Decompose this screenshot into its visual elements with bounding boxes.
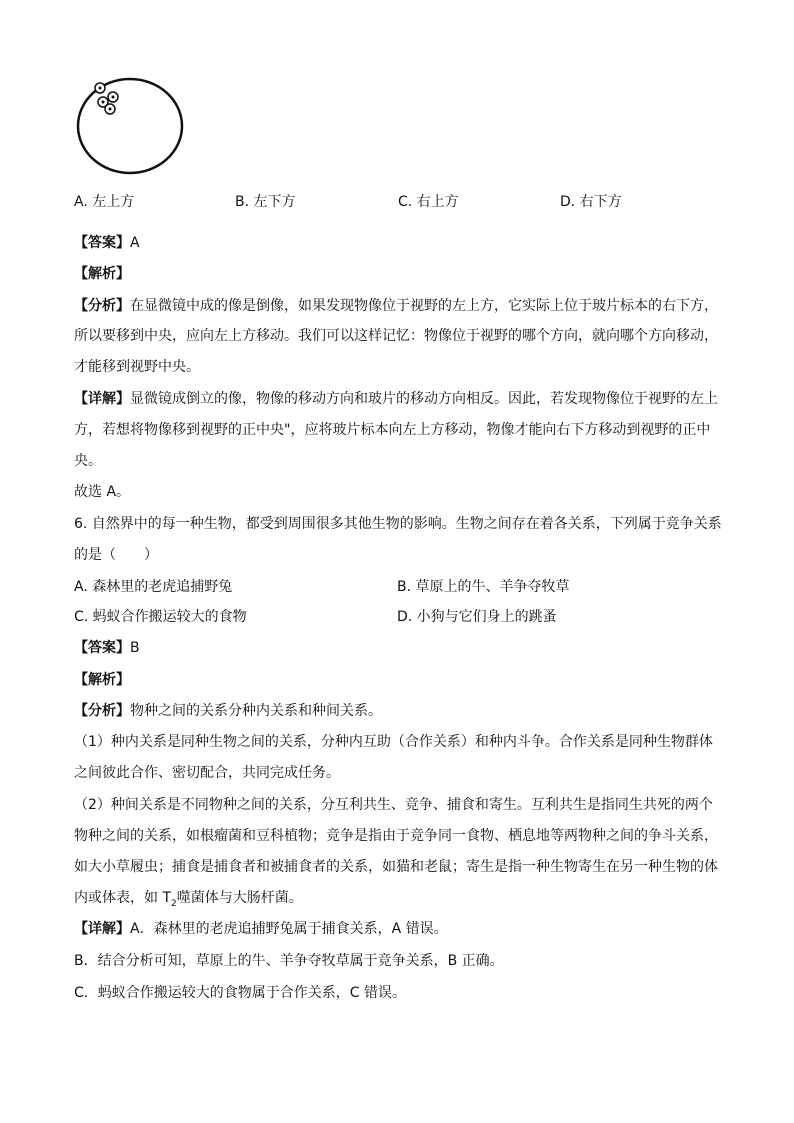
fenxi-line <box>74 701 382 721</box>
answer-line <box>74 233 140 253</box>
fenxi-line <box>74 296 718 316</box>
analysis-heading: 【解析】 <box>74 672 130 688</box>
question-stem: 的是（ ） <box>74 547 158 563</box>
answer-value: B <box>130 640 140 656</box>
fenxi-tag: 【分析】 <box>74 298 130 314</box>
cell-image <box>102 101 105 104</box>
answer-value: A <box>130 235 140 251</box>
cell-image <box>109 108 112 111</box>
microscope-field-figure <box>74 74 186 176</box>
option-d: D. 右下方 <box>560 194 622 210</box>
xiangjie-text: 方，若想将物像移到视野的正中央"，应将玻片标本向左上方移动，物像才能向右下方移动到视野的正中 <box>74 422 711 438</box>
option-a: A. 森林里的老虎追捕野兔 <box>74 579 233 595</box>
xiangjie-text: A．森林里的老虎追捕野兔属于捕食关系，A 错误。 <box>130 921 448 937</box>
paragraph-text: 物种之间的关系，如根瘤菌和豆科植物；竞争是指由于竞争同一食物、栖息地等两物种之间的争斗关系， <box>74 828 718 844</box>
question-stem: 6. 自然界中的每一种生物，都受到周围很多其他生物的影响。生物之间存在着各关系，下列属于竞争关系 <box>74 516 722 532</box>
answer-tag: 【答案】 <box>74 235 130 251</box>
option-a: A. 左上方 <box>74 194 135 210</box>
xiangjie-text: C．蚂蚁合作搬运较大的食物属于合作关系，C 错误。 <box>74 985 406 1001</box>
fenxi-text: 在显微镜中成的像是倒像，如果发现物像位于视野的左上方，它实际上位于玻片标本的右下方， <box>130 298 718 314</box>
xiangjie-tag: 【详解】 <box>74 921 130 937</box>
option-c: C. 蚂蚁合作搬运较大的食物 <box>74 609 247 625</box>
paragraph-text: 如大小草履虫；捕食是捕食者和被捕食者的关系，如猫和老鼠；寄生是指一种生物寄生在另一种生物的体 <box>74 859 718 875</box>
fenxi-tag: 【分析】 <box>74 703 130 719</box>
xiangjie-line <box>74 389 718 409</box>
paragraph-text: （2）种间关系是不同物种之间的关系，分互利共生、竞争、捕食和寄生。互利共生是指同生共死的两个 <box>74 797 713 813</box>
option-d: D. 小狗与它们身上的跳蚤 <box>397 609 557 625</box>
answer-tag: 【答案】 <box>74 640 130 656</box>
option-b: B. 左下方 <box>235 194 296 210</box>
xiangjie-tag: 【详解】 <box>74 391 130 407</box>
text-run: 噬菌体与大肠杆菌。 <box>176 890 303 906</box>
paragraph-text: （1）种内关系是同种生物之间的关系，分种内互助（合作关系）和种内斗争。合作关系是同种生物群体 <box>74 734 713 750</box>
xiangjie-text: 显微镜成倒立的像，物像的移动方向和玻片的移动方向相反。因此，若发现物像位于视野的左上 <box>130 391 718 407</box>
fenxi-text: 才能移到视野中央。 <box>74 359 200 375</box>
paragraph-text: 之间彼此合作、密切配合，共同完成任务。 <box>74 765 340 781</box>
fenxi-text: 物种之间的关系分种内关系和种间关系。 <box>130 703 382 719</box>
paragraph-text <box>74 888 303 914</box>
option-c: C. 右上方 <box>398 194 459 210</box>
xiangjie-text: 央。 <box>74 453 102 469</box>
answer-line <box>74 638 140 658</box>
field-of-view-circle <box>78 79 182 173</box>
xiangjie-line <box>74 919 448 939</box>
conclusion: 故选 A。 <box>74 484 131 500</box>
fenxi-text: 所以要移到中央，应向左上方移动。我们可以这样记忆：物像位于视野的哪个方向，就向哪个方向移动， <box>74 328 718 344</box>
text-run: 内或体表，如 T <box>74 890 172 906</box>
cell-image <box>112 96 115 99</box>
cell-image <box>99 87 102 90</box>
option-b: B. 草原上的牛、羊争夺牧草 <box>397 579 570 595</box>
subscript: 2 <box>171 898 177 909</box>
xiangjie-text: B．结合分析可知，草原上的牛、羊争夺牧草属于竞争关系，B 正确。 <box>74 953 504 969</box>
analysis-heading: 【解析】 <box>74 266 130 282</box>
